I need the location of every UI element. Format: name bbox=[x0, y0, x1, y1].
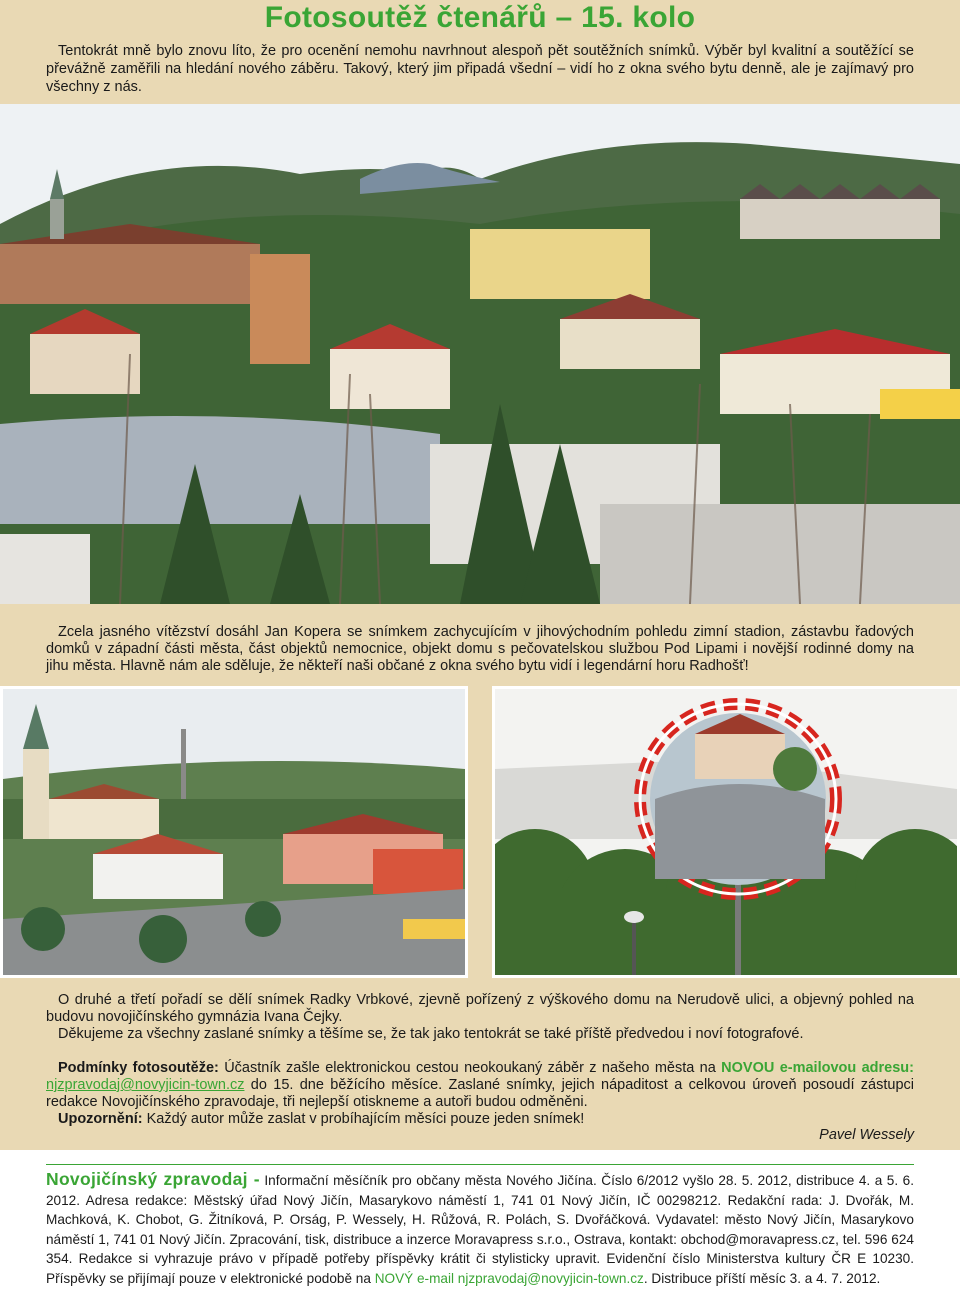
winner-caption-text: Zcela jasného vítězství dosáhl Jan Kopera se snímkem zachycujícím v jihovýchodním pohledu zimní stadion, zástavbu řadových domků v západní části města, část objektů nemocnice, objekt domu s pečovatelskou službou Pod Lipami i novější rodinné domy na jihu města. Hlavně nám ale sděluje, že někteří naši občané z okna svého bytu vidí i legendární horu Radhošť! bbox=[46, 624, 914, 674]
mirror-illustration bbox=[495, 689, 957, 975]
imprint-text-1: Informační měsíčník pro občany města Nového Jičína. Číslo 6/2012 vyšlo 28. 5. 2012, distribuce 4. a 5. 6. 2012. Adresa redakce: Městský úřad Nový Jičín, Masarykovo náměstí 1, 741 01 Nový Jičín, IČ 00298212. Redakční rada: J. Dvořák, M. Machková, K. Chobot, G. Žitníková, P. Orság, P. Wessely, H. Růžová, R. Polách, S. Dvořáčková. Vydavatel: město Nový Jičín, Masarykovo náměstí 1, 741 01 Nový Jičín. Zpracování, tisk, distribuce a inzerce Moravapress s.r.o., Ostrava, kontakt: obchod@moravapress.cz, tel. 596 624 354. Redakce si vyhrazuje právo v případě potřeby příspěvky krátit či stylisticky upravit. Evidenční číslo Ministerstva kultury ČR E 10230. Příspěvky se přijímají pouze v elektronické podobě na bbox=[46, 1173, 914, 1286]
rules-paragraph bbox=[46, 1060, 914, 1111]
author-signature: Pavel Wessely bbox=[819, 1127, 914, 1143]
intro-text bbox=[46, 42, 914, 96]
imprint-footer bbox=[46, 1170, 914, 1288]
imprint-email[interactable]: NOVÝ e-mail njzpravodaj@novyjicin-town.cz bbox=[374, 1270, 644, 1286]
intro-paragraph: Tentokrát mně bylo znovu líto, že pro ocenění nemohu navrhnout alespoň pět soutěžních snímků. Výběr byl kvalitní a soutěžící se převážně zaměřili na hledání nového záběru. Takový, který jim připadá všední – vidí ho z okna svého bytu denně, ale je zajímavý pro všechny z nás. bbox=[46, 43, 914, 95]
town-view-illustration bbox=[3, 689, 465, 975]
rules-label: Podmínky fotosoutěže: bbox=[58, 1060, 219, 1076]
imprint-text-2: . Distribuce příští měsíc 3. a 4. 7. 2012. bbox=[643, 1270, 881, 1286]
runners-up-text: O druhé a třetí pořadí se dělí snímek Radky Vrbkové, zjevně pořízený z výškového domu na Nerudově ulici, a objevný pohled na budovu novojičínského gymnázia Ivana Čejky. bbox=[46, 992, 914, 1025]
rules-text-1: Účastník zašle elektronickou cestou neokoukaný záběr z našeho města na bbox=[218, 1060, 722, 1076]
contest-email-link[interactable]: njzpravodaj@novyjicin-town.cz bbox=[46, 1077, 245, 1093]
winning-photo-panorama bbox=[0, 104, 960, 604]
imprint-paragraph bbox=[46, 1170, 914, 1288]
runners-up-caption bbox=[46, 992, 914, 1043]
panorama-illustration bbox=[0, 104, 960, 604]
rules-text-2: do 15. dne běžícího měsíce. Zaslané snímky, jejich nápaditost a celkovou úroveň posoudí zástupci redakce Novojičínského zpravodaje, tři nejlepší otiskneme a autoři budou odměněni. bbox=[46, 1077, 914, 1110]
third-photo-mirror bbox=[492, 686, 960, 978]
new-email-highlight: NOVOU e-mailovou adresu: bbox=[721, 1060, 914, 1076]
thanks-text: Děkujeme za všechny zaslané snímky a těšíme se, že tak jako tentokrát se také příště předvedou i noví fotografové. bbox=[58, 1026, 804, 1042]
page-title: Fotosoutěž čtenářů – 15. kolo bbox=[264, 1, 696, 34]
publication-name: Novojičínský zpravodaj - bbox=[46, 1169, 260, 1189]
warning-label: Upozornění: bbox=[58, 1111, 143, 1127]
footer-divider bbox=[46, 1164, 914, 1165]
warning-paragraph bbox=[46, 1111, 914, 1128]
warning-text: Každý autor může zaslat v probíhajícím měsíci pouze jeden snímek! bbox=[142, 1111, 585, 1127]
winner-caption bbox=[46, 624, 914, 675]
contest-rules bbox=[46, 1060, 914, 1128]
second-photo-town-view bbox=[0, 686, 468, 978]
